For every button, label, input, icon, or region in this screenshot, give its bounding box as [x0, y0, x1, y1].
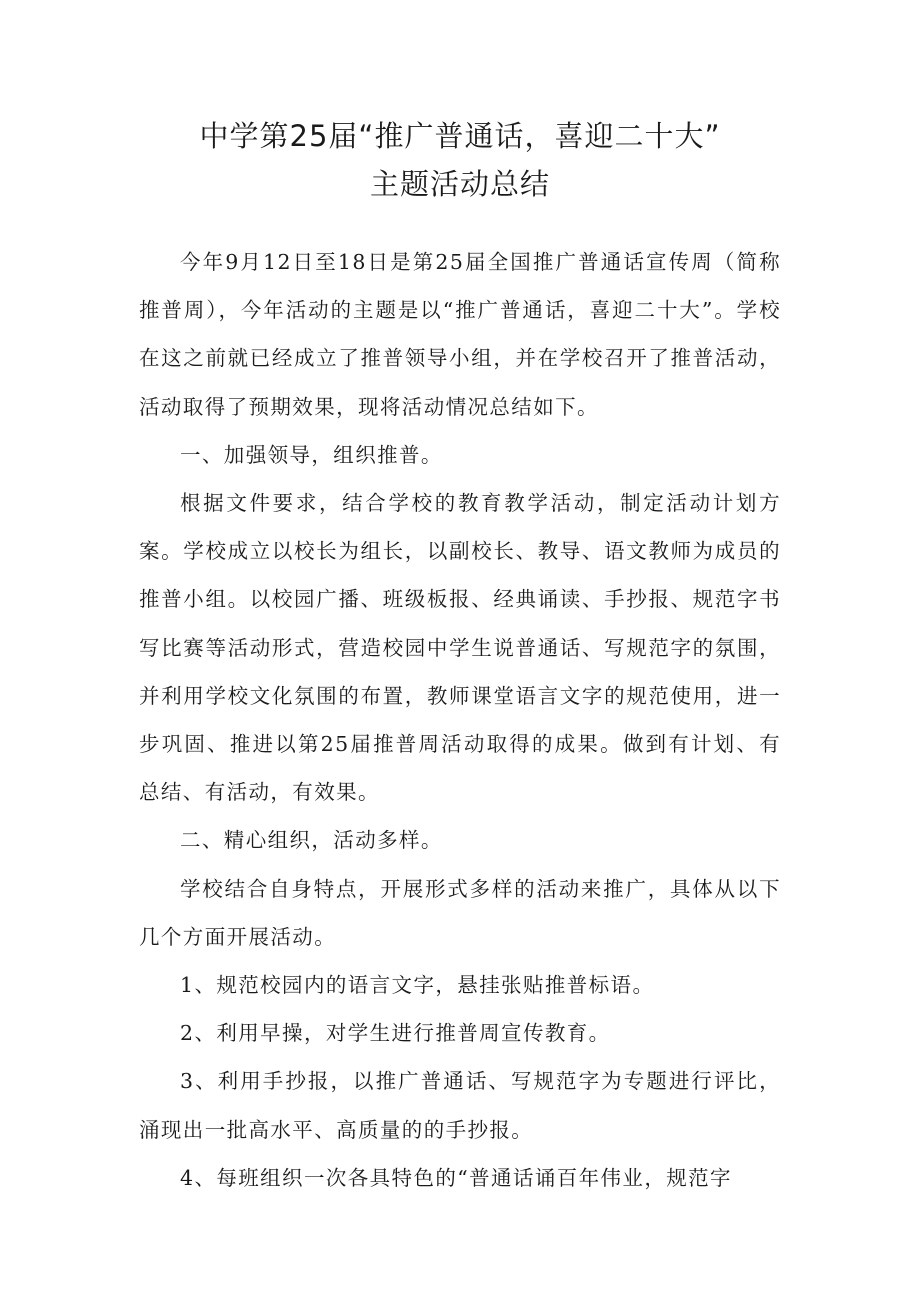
list-item-4: 4、每班组织一次各具特色的“普通话诵百年伟业，规范字	[180, 1165, 732, 1190]
document-body	[139, 238, 781, 1202]
document-title	[139, 112, 781, 208]
title-line-1: 中学第25届“推广普通话，喜迎二十大”	[199, 119, 721, 153]
paragraph-section-2: 学校结合自身特点，开展形式多样的活动来推广，具体从以下几个方面开展活动。	[139, 876, 781, 949]
list-item-1: 1、规范校园内的语言文字，悬挂张贴推普标语。	[180, 973, 655, 998]
list-item-3: 3、利用手抄报，以推广普通话、写规范字为专题进行评比，涌现出一批高水平、高质量的的手抄报。	[139, 1069, 781, 1142]
title-line-2: 主题活动总结	[369, 167, 550, 201]
section-heading-1: 一、加强领导，组织推普。	[180, 442, 443, 467]
paragraph-section-1: 根据文件要求，结合学校的教育教学活动，制定活动计划方案。学校成立以校长为组长，以副校长、教导、语文教师为成员的推普小组。以校园广播、班级板报、经典诵读、手抄报、规范字书写比赛等活动形式，营造校园中学生说普通话、写规范字的氛围，并利用学校文化氛围的布置，教师课堂语言文字的规范使用，进一步巩固、推进以第25届推普周活动取得的成果。做到有计划、有总结、有活动，有效果。	[139, 491, 781, 805]
paragraph-intro: 今年9月12日至18日是第25届全国推广普通话宣传周（简称推普周），今年活动的主题是以“推广普通话，喜迎二十大”。学校在这之前就已经成立了推普领导小组，并在学校召开了推普活动，活动取得了预期效果，现将活动情况总结如下。	[139, 250, 781, 419]
list-item-2: 2、利用早操，对学生进行推普周宣传教育。	[180, 1021, 611, 1046]
section-heading-2: 二、精心组织，活动多样。	[180, 828, 443, 853]
